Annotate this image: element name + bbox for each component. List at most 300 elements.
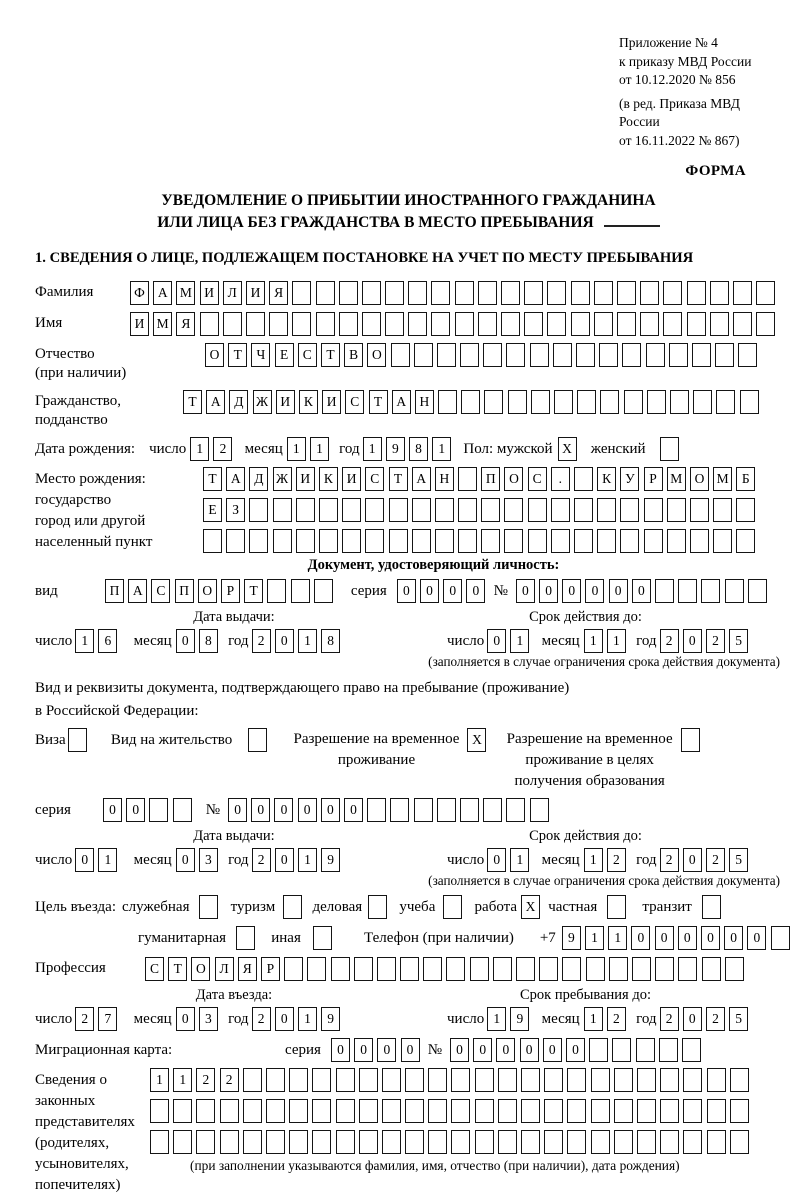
char-cell[interactable]: 2: [706, 1007, 725, 1031]
id-valid-day-cells[interactable]: [487, 629, 533, 653]
char-cell[interactable]: [307, 957, 326, 981]
char-cell[interactable]: 6: [98, 629, 117, 653]
char-cell[interactable]: [68, 728, 87, 752]
char-cell[interactable]: .: [551, 467, 570, 491]
char-cell[interactable]: [659, 1038, 678, 1062]
transit-checkbox[interactable]: [702, 895, 725, 919]
permit-valid-year-cells[interactable]: [660, 848, 753, 872]
char-cell[interactable]: [562, 957, 581, 981]
residence-permit-checkbox[interactable]: [248, 728, 271, 752]
char-cell[interactable]: А: [206, 390, 225, 414]
official-checkbox[interactable]: [199, 895, 222, 919]
char-cell[interactable]: [521, 1068, 540, 1092]
char-cell[interactable]: Р: [221, 579, 240, 603]
char-cell[interactable]: [405, 1130, 424, 1154]
char-cell[interactable]: 1: [298, 629, 317, 653]
phone-cells[interactable]: [562, 926, 794, 950]
birth-month-cells[interactable]: [287, 437, 333, 461]
char-cell[interactable]: [359, 1068, 378, 1092]
char-cell[interactable]: [385, 281, 404, 305]
char-cell[interactable]: 1: [190, 437, 209, 461]
char-cell[interactable]: [408, 281, 427, 305]
char-cell[interactable]: [455, 281, 474, 305]
female-checkbox[interactable]: [660, 437, 683, 461]
id-issue-day-cells[interactable]: [75, 629, 121, 653]
male-checkbox[interactable]: [558, 437, 581, 461]
char-cell[interactable]: 0: [701, 926, 720, 950]
char-cell[interactable]: [644, 498, 663, 522]
char-cell[interactable]: [528, 498, 547, 522]
char-cell[interactable]: Л: [223, 281, 242, 305]
char-cell[interactable]: 0: [298, 798, 317, 822]
char-cell[interactable]: [669, 343, 688, 367]
char-cell[interactable]: [521, 1099, 540, 1123]
char-cell[interactable]: Д: [229, 390, 248, 414]
char-cell[interactable]: [771, 926, 790, 950]
char-cell[interactable]: [667, 498, 686, 522]
char-cell[interactable]: М: [153, 312, 172, 336]
char-cell[interactable]: [199, 895, 218, 919]
char-cell[interactable]: Н: [435, 467, 454, 491]
char-cell[interactable]: [267, 579, 286, 603]
char-cell[interactable]: [296, 498, 315, 522]
char-cell[interactable]: [670, 390, 689, 414]
citizenship-cells[interactable]: [183, 390, 763, 430]
char-cell[interactable]: [504, 498, 523, 522]
char-cell[interactable]: [748, 579, 767, 603]
char-cell[interactable]: 0: [344, 798, 363, 822]
char-cell[interactable]: [524, 281, 543, 305]
char-cell[interactable]: [683, 1099, 702, 1123]
char-cell[interactable]: [150, 1099, 169, 1123]
char-cell[interactable]: 1: [585, 926, 604, 950]
humanitarian-checkbox[interactable]: [236, 926, 259, 950]
char-cell[interactable]: [756, 281, 775, 305]
id-valid-year-cells[interactable]: [660, 629, 753, 653]
char-cell[interactable]: [736, 498, 755, 522]
char-cell[interactable]: [431, 281, 450, 305]
char-cell[interactable]: 0: [543, 1038, 562, 1062]
char-cell[interactable]: 0: [516, 579, 535, 603]
char-cell[interactable]: 5: [729, 848, 748, 872]
char-cell[interactable]: Я: [238, 957, 257, 981]
char-cell[interactable]: [531, 390, 550, 414]
char-cell[interactable]: [574, 529, 593, 553]
char-cell[interactable]: [475, 1130, 494, 1154]
char-cell[interactable]: [567, 1068, 586, 1092]
char-cell[interactable]: 0: [609, 579, 628, 603]
permit-issue-day-cells[interactable]: [75, 848, 121, 872]
char-cell[interactable]: 0: [443, 579, 462, 603]
char-cell[interactable]: [609, 957, 628, 981]
char-cell[interactable]: 8: [409, 437, 428, 461]
char-cell[interactable]: [594, 312, 613, 336]
char-cell[interactable]: К: [319, 467, 338, 491]
birth-year-cells[interactable]: [363, 437, 456, 461]
char-cell[interactable]: [553, 343, 572, 367]
char-cell[interactable]: А: [226, 467, 245, 491]
char-cell[interactable]: [571, 312, 590, 336]
char-cell[interactable]: [443, 895, 462, 919]
char-cell[interactable]: В: [344, 343, 363, 367]
char-cell[interactable]: [577, 390, 596, 414]
study-checkbox[interactable]: [443, 895, 466, 919]
char-cell[interactable]: [365, 498, 384, 522]
other-checkbox[interactable]: [313, 926, 336, 950]
char-cell[interactable]: [576, 343, 595, 367]
char-cell[interactable]: [451, 1099, 470, 1123]
char-cell[interactable]: [484, 390, 503, 414]
char-cell[interactable]: [292, 281, 311, 305]
char-cell[interactable]: [730, 1099, 749, 1123]
char-cell[interactable]: [289, 1068, 308, 1092]
char-cell[interactable]: 0: [450, 1038, 469, 1062]
char-cell[interactable]: [249, 529, 268, 553]
stay-year-cells[interactable]: [660, 1007, 753, 1031]
char-cell[interactable]: [319, 498, 338, 522]
char-cell[interactable]: О: [504, 467, 523, 491]
char-cell[interactable]: [692, 343, 711, 367]
char-cell[interactable]: 1: [98, 848, 117, 872]
char-cell[interactable]: [730, 1130, 749, 1154]
char-cell[interactable]: [713, 498, 732, 522]
char-cell[interactable]: 8: [199, 629, 218, 653]
stay-month-cells[interactable]: [584, 1007, 630, 1031]
char-cell[interactable]: [223, 312, 242, 336]
char-cell[interactable]: 1: [608, 926, 627, 950]
char-cell[interactable]: И: [296, 467, 315, 491]
char-cell[interactable]: [220, 1130, 239, 1154]
char-cell[interactable]: [506, 798, 525, 822]
char-cell[interactable]: [574, 467, 593, 491]
char-cell[interactable]: О: [191, 957, 210, 981]
char-cell[interactable]: [725, 579, 744, 603]
char-cell[interactable]: [707, 1099, 726, 1123]
char-cell[interactable]: М: [713, 467, 732, 491]
char-cell[interactable]: [614, 1130, 633, 1154]
char-cell[interactable]: Т: [244, 579, 263, 603]
char-cell[interactable]: [756, 312, 775, 336]
char-cell[interactable]: [283, 895, 302, 919]
char-cell[interactable]: 0: [176, 848, 195, 872]
char-cell[interactable]: 5: [729, 1007, 748, 1031]
char-cell[interactable]: [707, 1130, 726, 1154]
char-cell[interactable]: [733, 312, 752, 336]
patronymic-cells[interactable]: [205, 343, 762, 383]
char-cell[interactable]: О: [198, 579, 217, 603]
char-cell[interactable]: [391, 343, 410, 367]
char-cell[interactable]: Т: [168, 957, 187, 981]
char-cell[interactable]: [412, 529, 431, 553]
char-cell[interactable]: [382, 1130, 401, 1154]
id-doc-number-cells[interactable]: [516, 579, 771, 603]
char-cell[interactable]: [470, 957, 489, 981]
char-cell[interactable]: Т: [321, 343, 340, 367]
char-cell[interactable]: Р: [644, 467, 663, 491]
char-cell[interactable]: [617, 312, 636, 336]
char-cell[interactable]: 0: [228, 798, 247, 822]
char-cell[interactable]: [313, 926, 332, 950]
char-cell[interactable]: [663, 281, 682, 305]
char-cell[interactable]: 0: [585, 579, 604, 603]
char-cell[interactable]: X: [558, 437, 577, 461]
char-cell[interactable]: [438, 390, 457, 414]
char-cell[interactable]: А: [412, 467, 431, 491]
char-cell[interactable]: Т: [369, 390, 388, 414]
char-cell[interactable]: 9: [510, 1007, 529, 1031]
char-cell[interactable]: [269, 312, 288, 336]
char-cell[interactable]: [428, 1099, 447, 1123]
char-cell[interactable]: 5: [729, 629, 748, 653]
char-cell[interactable]: [506, 343, 525, 367]
rvp-edu-checkbox[interactable]: [681, 728, 704, 752]
char-cell[interactable]: 0: [103, 798, 122, 822]
name-cells[interactable]: [130, 312, 779, 336]
char-cell[interactable]: И: [322, 390, 341, 414]
char-cell[interactable]: [243, 1099, 262, 1123]
char-cell[interactable]: Р: [261, 957, 280, 981]
char-cell[interactable]: [554, 390, 573, 414]
birth-day-cells[interactable]: [190, 437, 236, 461]
char-cell[interactable]: Ж: [253, 390, 272, 414]
char-cell[interactable]: [528, 529, 547, 553]
char-cell[interactable]: [547, 281, 566, 305]
char-cell[interactable]: [458, 498, 477, 522]
char-cell[interactable]: [660, 1130, 679, 1154]
char-cell[interactable]: [316, 312, 335, 336]
char-cell[interactable]: [312, 1068, 331, 1092]
birthplace-cells-row1[interactable]: [203, 467, 760, 491]
char-cell[interactable]: 0: [75, 848, 94, 872]
char-cell[interactable]: [336, 1130, 355, 1154]
char-cell[interactable]: [521, 1130, 540, 1154]
char-cell[interactable]: [504, 529, 523, 553]
char-cell[interactable]: 0: [275, 1007, 294, 1031]
char-cell[interactable]: [414, 343, 433, 367]
char-cell[interactable]: 0: [126, 798, 145, 822]
char-cell[interactable]: 2: [706, 629, 725, 653]
birthplace-cells-row2[interactable]: [203, 498, 760, 522]
char-cell[interactable]: [567, 1099, 586, 1123]
char-cell[interactable]: [647, 390, 666, 414]
char-cell[interactable]: [460, 343, 479, 367]
business-checkbox[interactable]: [368, 895, 391, 919]
char-cell[interactable]: 0: [683, 848, 702, 872]
visa-checkbox[interactable]: [68, 728, 91, 752]
char-cell[interactable]: Т: [389, 467, 408, 491]
char-cell[interactable]: [667, 529, 686, 553]
char-cell[interactable]: А: [128, 579, 147, 603]
char-cell[interactable]: [405, 1099, 424, 1123]
char-cell[interactable]: [683, 1130, 702, 1154]
char-cell[interactable]: [428, 1068, 447, 1092]
char-cell[interactable]: М: [667, 467, 686, 491]
char-cell[interactable]: 1: [510, 848, 529, 872]
char-cell[interactable]: К: [299, 390, 318, 414]
char-cell[interactable]: 1: [363, 437, 382, 461]
char-cell[interactable]: Б: [736, 467, 755, 491]
char-cell[interactable]: О: [205, 343, 224, 367]
char-cell[interactable]: С: [145, 957, 164, 981]
char-cell[interactable]: 1: [173, 1068, 192, 1092]
char-cell[interactable]: 9: [386, 437, 405, 461]
char-cell[interactable]: 3: [199, 1007, 218, 1031]
char-cell[interactable]: [591, 1099, 610, 1123]
char-cell[interactable]: И: [200, 281, 219, 305]
char-cell[interactable]: [408, 312, 427, 336]
char-cell[interactable]: [342, 529, 361, 553]
permit-number-cells[interactable]: [228, 798, 553, 822]
char-cell[interactable]: [412, 498, 431, 522]
char-cell[interactable]: [354, 957, 373, 981]
char-cell[interactable]: [446, 957, 465, 981]
char-cell[interactable]: К: [597, 467, 616, 491]
char-cell[interactable]: [690, 498, 709, 522]
char-cell[interactable]: С: [298, 343, 317, 367]
char-cell[interactable]: Д: [249, 467, 268, 491]
char-cell[interactable]: [423, 957, 442, 981]
char-cell[interactable]: X: [521, 895, 540, 919]
char-cell[interactable]: [547, 312, 566, 336]
char-cell[interactable]: 0: [724, 926, 743, 950]
char-cell[interactable]: [458, 467, 477, 491]
char-cell[interactable]: [460, 798, 479, 822]
char-cell[interactable]: [693, 390, 712, 414]
char-cell[interactable]: 0: [401, 1038, 420, 1062]
char-cell[interactable]: [636, 1038, 655, 1062]
char-cell[interactable]: [319, 529, 338, 553]
char-cell[interactable]: [377, 957, 396, 981]
char-cell[interactable]: [312, 1130, 331, 1154]
char-cell[interactable]: [296, 529, 315, 553]
char-cell[interactable]: [481, 529, 500, 553]
char-cell[interactable]: П: [175, 579, 194, 603]
char-cell[interactable]: [414, 798, 433, 822]
char-cell[interactable]: 1: [298, 1007, 317, 1031]
char-cell[interactable]: 3: [199, 848, 218, 872]
char-cell[interactable]: Т: [228, 343, 247, 367]
char-cell[interactable]: [614, 1068, 633, 1092]
char-cell[interactable]: [551, 529, 570, 553]
char-cell[interactable]: [738, 343, 757, 367]
char-cell[interactable]: А: [392, 390, 411, 414]
char-cell[interactable]: 0: [487, 848, 506, 872]
char-cell[interactable]: [367, 798, 386, 822]
char-cell[interactable]: 1: [584, 1007, 603, 1031]
char-cell[interactable]: [461, 390, 480, 414]
char-cell[interactable]: [483, 798, 502, 822]
char-cell[interactable]: [368, 895, 387, 919]
char-cell[interactable]: [687, 312, 706, 336]
id-valid-month-cells[interactable]: [584, 629, 630, 653]
char-cell[interactable]: Ч: [251, 343, 270, 367]
char-cell[interactable]: [730, 1068, 749, 1092]
char-cell[interactable]: [385, 312, 404, 336]
char-cell[interactable]: 2: [660, 848, 679, 872]
char-cell[interactable]: С: [528, 467, 547, 491]
char-cell[interactable]: 2: [75, 1007, 94, 1031]
char-cell[interactable]: 0: [683, 629, 702, 653]
char-cell[interactable]: [637, 1099, 656, 1123]
char-cell[interactable]: [359, 1130, 378, 1154]
char-cell[interactable]: 0: [631, 926, 650, 950]
entry-year-cells[interactable]: [252, 1007, 345, 1031]
char-cell[interactable]: 1: [75, 629, 94, 653]
migration-number-cells[interactable]: [450, 1038, 705, 1062]
char-cell[interactable]: [266, 1099, 285, 1123]
char-cell[interactable]: [249, 498, 268, 522]
char-cell[interactable]: 2: [607, 1007, 626, 1031]
char-cell[interactable]: 0: [566, 1038, 585, 1062]
char-cell[interactable]: [663, 312, 682, 336]
char-cell[interactable]: [428, 1130, 447, 1154]
char-cell[interactable]: 1: [287, 437, 306, 461]
char-cell[interactable]: [382, 1099, 401, 1123]
char-cell[interactable]: 0: [683, 1007, 702, 1031]
char-cell[interactable]: [702, 895, 721, 919]
migration-series-cells[interactable]: [331, 1038, 424, 1062]
char-cell[interactable]: 0: [274, 798, 293, 822]
char-cell[interactable]: 1: [607, 629, 626, 653]
char-cell[interactable]: [150, 1130, 169, 1154]
char-cell[interactable]: 9: [321, 848, 340, 872]
char-cell[interactable]: С: [151, 579, 170, 603]
char-cell[interactable]: 0: [275, 848, 294, 872]
char-cell[interactable]: [196, 1099, 215, 1123]
char-cell[interactable]: [437, 798, 456, 822]
char-cell[interactable]: [493, 957, 512, 981]
char-cell[interactable]: [481, 498, 500, 522]
char-cell[interactable]: [451, 1068, 470, 1092]
char-cell[interactable]: [707, 1068, 726, 1092]
char-cell[interactable]: [620, 498, 639, 522]
char-cell[interactable]: [331, 957, 350, 981]
char-cell[interactable]: [733, 281, 752, 305]
char-cell[interactable]: [475, 1099, 494, 1123]
char-cell[interactable]: [437, 343, 456, 367]
profession-cells[interactable]: [145, 957, 748, 981]
char-cell[interactable]: 0: [539, 579, 558, 603]
char-cell[interactable]: [571, 281, 590, 305]
char-cell[interactable]: А: [153, 281, 172, 305]
char-cell[interactable]: [435, 529, 454, 553]
char-cell[interactable]: [715, 343, 734, 367]
char-cell[interactable]: [382, 1068, 401, 1092]
char-cell[interactable]: И: [246, 281, 265, 305]
char-cell[interactable]: 0: [466, 579, 485, 603]
char-cell[interactable]: [236, 926, 255, 950]
char-cell[interactable]: 0: [176, 629, 195, 653]
char-cell[interactable]: X: [467, 728, 486, 752]
char-cell[interactable]: [390, 798, 409, 822]
char-cell[interactable]: [478, 281, 497, 305]
char-cell[interactable]: [640, 281, 659, 305]
char-cell[interactable]: О: [367, 343, 386, 367]
char-cell[interactable]: [359, 1099, 378, 1123]
char-cell[interactable]: 7: [98, 1007, 117, 1031]
char-cell[interactable]: 2: [252, 1007, 271, 1031]
char-cell[interactable]: 2: [660, 1007, 679, 1031]
char-cell[interactable]: [660, 1068, 679, 1092]
char-cell[interactable]: 2: [196, 1068, 215, 1092]
char-cell[interactable]: 0: [632, 579, 651, 603]
char-cell[interactable]: [544, 1130, 563, 1154]
char-cell[interactable]: 0: [176, 1007, 195, 1031]
char-cell[interactable]: [716, 390, 735, 414]
char-cell[interactable]: [475, 1068, 494, 1092]
id-doc-series-cells[interactable]: [397, 579, 490, 603]
char-cell[interactable]: [292, 312, 311, 336]
